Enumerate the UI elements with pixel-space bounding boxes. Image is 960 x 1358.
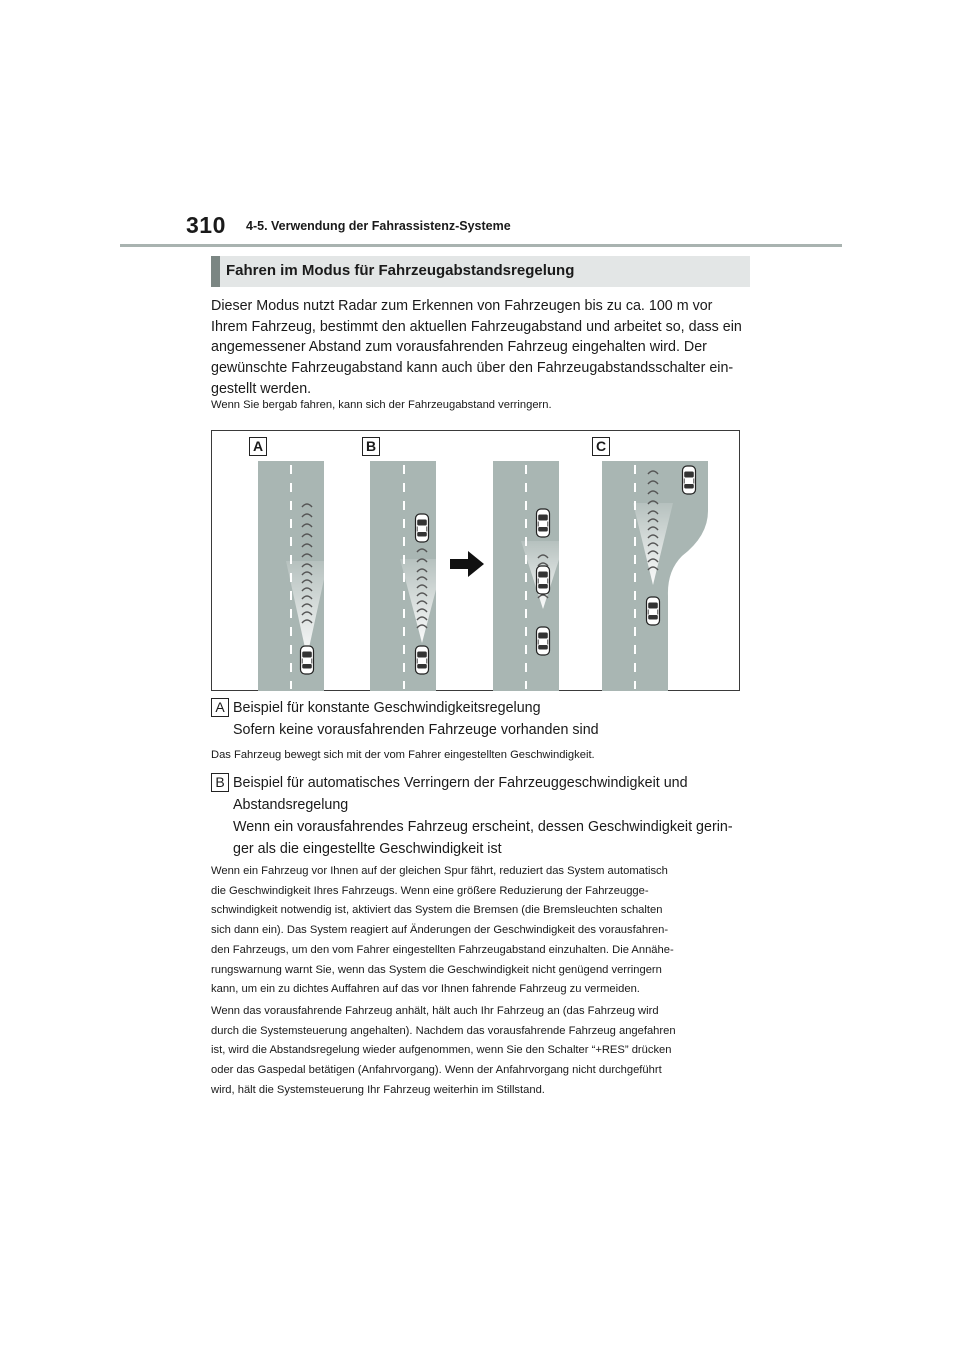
section-title: Fahren im Modus für Fahrzeugabstandsregelung [226, 262, 575, 279]
paragraph-line: ist, wird die Abstandsregelung wieder aufgenommen, wenn Sie den Schalter “+RES” drücken [211, 1044, 672, 1057]
paragraph-line: schwindigkeit notwendig ist, aktiviert das System die Bremsen (die Bremsleuchten schalten [211, 904, 663, 917]
page-number: 310 [186, 212, 226, 238]
item-a-title: Beispiel für konstante Geschwindigkeitsregelung [233, 700, 541, 716]
item-a-badge: A [211, 698, 229, 717]
following-car-icon [537, 627, 550, 655]
scene-b-after [493, 461, 565, 691]
downhill-note: Wenn Sie bergab fahren, kann sich der Fahrzeugabstand verringern. [211, 399, 552, 411]
road-scenes [212, 431, 741, 692]
paragraph-line: Wenn ein Fahrzeug vor Ihnen auf der gleichen Spur fährt, reduziert das System automatisch [211, 865, 668, 877]
paragraph-line: den Fahrzeugs, um den vom Fahrer eingestellten Fahrzeugabstand einzuhalten. Die Annähe- [211, 943, 674, 956]
intro-line: Ihrem Fahrzeug, bestimmt den aktuellen Fahrzeugabstand und arbeitet so, dass ein [211, 318, 742, 335]
preceding-car-icon [537, 509, 550, 537]
own-car-icon [416, 646, 429, 674]
item-b-title-line-1: Beispiel für automatisches Verringern der Fahrzeuggeschwindigkeit und [233, 775, 688, 791]
scene-b-before [370, 461, 444, 691]
paragraph-line: Wenn das vorausfahrende Fahrzeug anhält, hält auch Ihr Fahrzeug an (das Fahrzeug wird [211, 1005, 659, 1017]
item-b-badge: B [211, 773, 229, 792]
intro-line: gestellt werden. [211, 380, 312, 397]
scene-a [258, 461, 328, 691]
paragraph-automatic-braking [211, 862, 751, 1000]
intro-line: angemessener Abstand zum vorausfahrenden Fahrzeug eingehalten wird. Der [211, 339, 707, 356]
header-divider [120, 244, 842, 247]
section-accent [211, 256, 220, 287]
own-car-icon [537, 566, 550, 594]
figure-label-a: A [249, 437, 267, 456]
item-a-note: Das Fahrzeug bewegt sich mit der vom Fahrer eingestellten Geschwindigkeit. [211, 749, 595, 761]
paragraph-line: oder das Gaspedal betätigen (Anfahrvorgang). Wenn der Anfahrvorgang nicht durchgeführt [211, 1064, 662, 1077]
paragraph-line: durch die Systemsteuerung angehalten). Nachdem das vorausfahrende Fahrzeug angefahren [211, 1024, 676, 1037]
paragraph-line: kann, um ein zu dichtes Auffahren auf das vor Ihnen fahrende Fahrzeug zu vermeiden. [211, 983, 640, 996]
intro-paragraph [211, 296, 757, 400]
paragraph-line: rungswarnung warnt Sie, wenn das System die Geschwindigkeit nicht genügend verringern [211, 963, 662, 976]
acc-illustration [211, 430, 740, 691]
item-b-title-line-2: Abstandsregelung [233, 797, 349, 813]
departing-car-icon [683, 466, 696, 494]
paragraph-stop-and-go [211, 1002, 751, 1101]
intro-line: Dieser Modus nutzt Radar zum Erkennen von Fahrzeugen bis zu ca. 100 m vor [211, 298, 713, 314]
preceding-car-icon [416, 514, 429, 542]
item-b-condition-line-1: Wenn ein vorausfahrendes Fahrzeug erscheint, dessen Geschwindigkeit gerin- [233, 819, 733, 835]
intro-line: gewünschte Fahrzeugabstand kann auch über den Fahrzeugabstandsschalter ein- [211, 360, 734, 377]
own-car-icon [647, 597, 660, 625]
paragraph-line: wird, hält die Systemsteuerung Ihr Fahrzeug weiterhin im Stillstand. [211, 1083, 545, 1096]
figure-label-c: C [592, 437, 610, 456]
paragraph-line: sich dann ein). Das System reagiert auf Änderungen der Geschwindigkeit des vorausfahren- [211, 924, 669, 937]
scene-c [602, 461, 708, 691]
figure-label-b: B [362, 437, 380, 456]
transition-arrow-icon [450, 551, 484, 577]
item-a-condition: Sofern keine vorausfahrenden Fahrzeuge vorhanden sind [233, 722, 599, 738]
chapter-title: 4-5. Verwendung der Fahrassistenz-Systeme [246, 219, 511, 233]
paragraph-line: die Geschwindigkeit Ihres Fahrzeugs. Wenn eine größere Reduzierung der Fahrzeugge- [211, 884, 649, 897]
own-car-icon [301, 646, 314, 674]
item-b-condition-line-2: ger als die eingestellte Geschwindigkeit ist [233, 841, 502, 857]
section-heading-bar [211, 256, 750, 287]
